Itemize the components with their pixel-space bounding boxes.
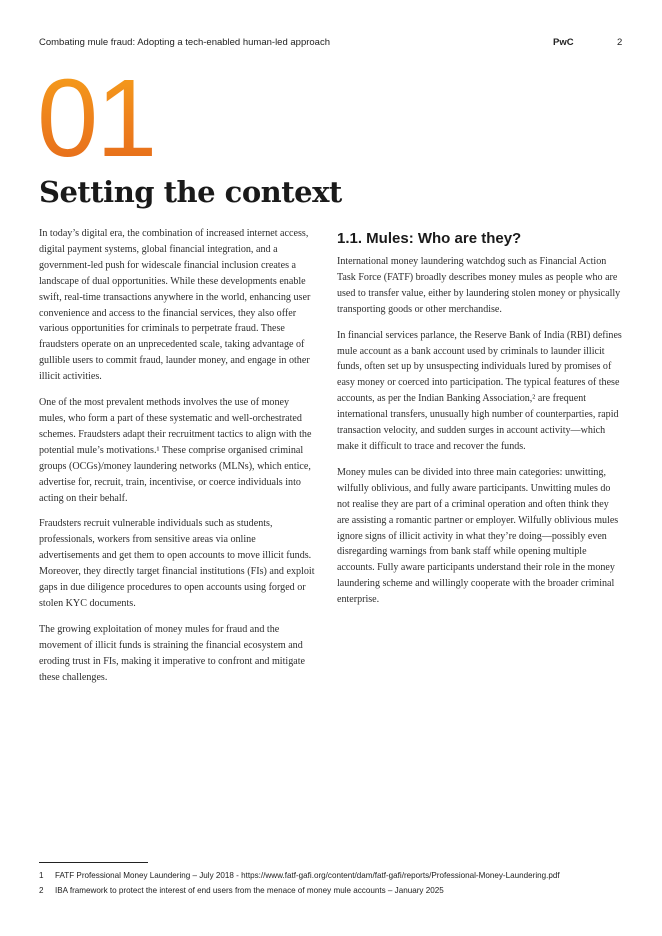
left-paragraph-3: Fraudsters recruit vulnerable individuals such as students, professionals, workers from sensitive areas via online advertisements and get them to open accounts to move illicit funds. Moreover, they directly target financial institutions (FIs) and exploit gaps in due diligence procedures to open accounts using forged or stolen KYC documents. (39, 518, 315, 609)
footnotes (39, 870, 639, 900)
brand-name: PwC (553, 37, 574, 48)
right-paragraph-3: Money mules can be divided into three main categories: unwitting, wilfully oblivious, and fully aware participants. Unwitting mules do not realise they are part of a criminal operation and often think they are assisting a romantic partner or employer. Wilfully oblivious mules ignore signs of illicit activity in what they’re doing—possibly even disregarding warnings from bank staff while opening multiple accounts. Fully aware participants understand their role in the money laundering scheme and willingly cooperate with the broader criminal enterprise. (337, 466, 619, 606)
left-paragraph-4: The growing exploitation of money mules for fraud and the movement of illicit funds is straining the financial ecosystem and eroding trust in FIs, making it imperative to confront and mitigate these challenges. (39, 623, 306, 683)
running-header-title: Combating mule fraud: Adopting a tech-enabled human-led approach (39, 37, 330, 48)
footnote-divider (39, 862, 148, 863)
right-paragraph-1: International money laundering watchdog such as Financial Action Task Force (FATF) broadly describes money mules as people who are used to transfer value, either by laundering stolen money or physically transporting goods or other merchandise. (337, 256, 621, 315)
right-column (337, 230, 623, 618)
footnote-number: 2 (39, 886, 44, 895)
page-title: Setting the context (39, 175, 342, 209)
page-number: 2 (617, 37, 623, 48)
footnote-text: FATF Professional Money Laundering – July 2018 - https://www.fatf-gafi.org/content/dam/fatf-gafi/reports/Professional-Money-Laundering.pdf (55, 871, 560, 880)
footnote-2 (39, 885, 639, 900)
footnote-text: IBA framework to protect the interest of end users from the menace of money mule accounts – January 2025 (55, 886, 444, 895)
chapter-number: 01 (37, 57, 156, 180)
left-paragraph-1: In today’s digital era, the combination of increased internet access, digital payment systems, global financial integration, and a government-led push for widescale financial inclusion creates a landscape of dual opportunities. While these developments enable swift, real-time transactions anywhere in the world, enhancing user convenience and access to the financial services, they also offer various opportunities for criminals to perpetrate fraud. These fraudsters operate on an unprecedented scale, taking advantage of gullible users to commit fraud, launder money, and engage in other illicit activities. (39, 228, 311, 383)
footnote-number: 1 (39, 871, 44, 880)
left-column (39, 226, 318, 695)
left-paragraph-2: One of the most prevalent methods involves the use of money mules, who form a part of these systematic and well-orchestrated schemes. Fraudsters adapt their recruitment tactics to align with the potential mule’s motivations.¹ These comprise organised criminal groups (OCGs)/money laundering networks (MLNs), which entice, advertise for, recruit, train, incentivise, or coerce individuals into acting on their behalf. (39, 397, 312, 504)
footnote-1 (39, 870, 639, 885)
right-paragraph-2: In financial services parlance, the Reserve Bank of India (RBI) defines mule account as a bank account used by criminals to launder illicit funds, often set up by unsuspecting individuals lured by promises of easy money or coerced into participation. The typical features of these accounts, as per the Indian Banking Association,² are frequent international transfers, unusually high number of counterparties, rapid transaction velocity, and sudden surges in account activity—which make it difficult to trace and recover the funds. (337, 329, 622, 452)
section-heading: 1.1. Mules: Who are they? (337, 230, 522, 247)
